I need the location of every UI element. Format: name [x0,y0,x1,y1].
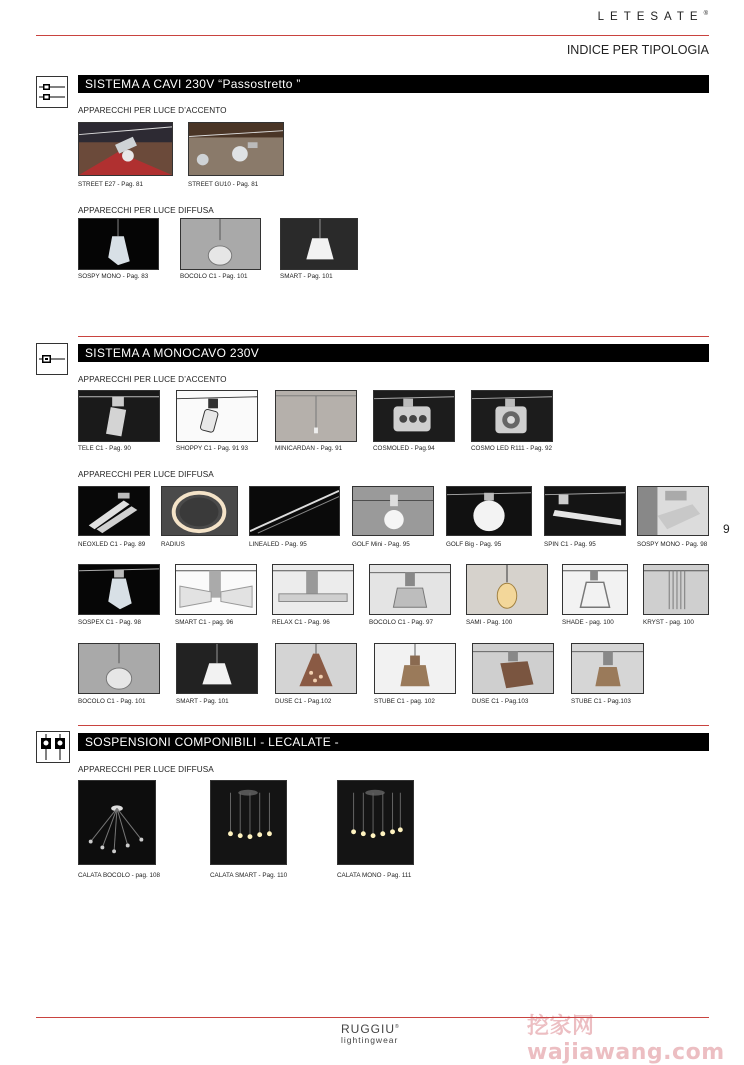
product-caption: LINEALED - Pag. 95 [249,541,307,548]
product-photo [275,643,357,694]
product-photo [78,218,159,270]
section-title-cavi: SISTEMA A CAVI 230V “Passostretto ” [78,75,709,93]
product-caption: CALATA BOCOLO - pag. 108 [78,872,161,879]
product-photo [643,564,709,615]
brand-logo: LETESATE® [597,11,708,23]
product-caption: DUSE C1 - Pag.102 [275,698,332,705]
section-title-sospensioni: SOSPENSIONI COMPONIBILI - LECALATE - [78,733,709,751]
ruggiu-logo: RUGGIU® lightingwear [341,1022,400,1045]
product-photo [176,643,258,694]
product-caption: DUSE C1 - Pag.103 [472,698,529,705]
pendant-plugs-icon [36,731,70,763]
monocable-icon [36,343,68,375]
product-photo [275,390,357,442]
product-photo [78,486,150,536]
product-caption: GOLF Mini - Pag. 95 [352,541,410,548]
product-caption: COSMO LED R111 - Pag. 92 [471,445,552,452]
product-caption: STUBE C1 - Pag.103 [571,698,631,705]
product-photo [175,564,257,615]
product-photo [472,643,554,694]
product-photo [78,643,160,694]
product-photo [78,390,160,442]
product-photo [272,564,354,615]
subheading-diffusa: APPARECCHI PER LUCE DIFFUSA [78,470,214,479]
section-rule [78,336,709,337]
product-photo [562,564,628,615]
product-photo [352,486,434,536]
product-caption: SPIN C1 - Pag. 95 [544,541,596,548]
product-photo [249,486,340,536]
section-rule [78,725,709,726]
product-caption: CALATA MONO - Pag. 111 [337,872,412,879]
product-caption: CALATA SMART - Pag. 110 [210,872,288,879]
product-photo [446,486,532,536]
product-photo [373,390,455,442]
product-caption: SAMI - Pag. 100 [466,619,513,626]
product-caption: SHADE - pag. 100 [562,619,614,626]
page-title: INDICE PER TIPOLOGIA [566,43,709,57]
product-caption: BOCOLO C1 - Pag. 101 [180,273,248,280]
product-caption: RADIUS [161,541,185,548]
product-caption: STREET E27 - Pag. 81 [78,181,143,188]
product-caption: SMART - Pag. 101 [280,273,333,280]
product-caption: STUBE C1 - pag. 102 [374,698,435,705]
product-caption: TELE C1 - Pag. 90 [78,445,131,452]
product-photo [471,390,553,442]
product-photo [280,218,358,270]
product-caption: SOSPY MONO - Pag. 98 [637,541,708,548]
product-caption: BOCOLO C1 - Pag. 101 [78,698,146,705]
product-photo [188,122,284,176]
product-photo [374,643,456,694]
product-caption: SHOPPY C1 - Pag. 91 93 [176,445,248,452]
product-caption: MINICARDAN - Pag. 91 [275,445,343,452]
page-number: 9 [723,522,730,536]
header-rule [36,35,709,36]
product-photo [210,780,287,865]
product-caption: NEOXLED C1 - Pag. 89 [78,541,146,548]
product-photo [571,643,644,694]
product-photo [161,486,238,536]
product-photo [544,486,626,536]
subheading-accento: APPARECCHI PER LUCE D’ACCENTO [78,375,227,384]
product-photo [637,486,709,536]
product-caption: BOCOLO C1 - Pag. 97 [369,619,434,626]
product-photo [78,122,173,176]
product-caption: SOSPY MONO - Pag. 83 [78,273,149,280]
product-photo [369,564,451,615]
product-photo [78,780,156,865]
subheading-diffusa: APPARECCHI PER LUCE DIFFUSA [78,765,214,774]
dual-cable-icon [36,76,68,108]
product-photo [78,564,160,615]
watermark: 挖家网 wajiawang.com [527,1014,725,1065]
section-title-monocavo: SISTEMA A MONOCAVO 230V [78,344,709,362]
product-caption: RELAX C1 - Pag. 96 [272,619,330,626]
product-caption: KRYST - pag. 100 [643,619,694,626]
subheading-accento: APPARECCHI PER LUCE D’ACCENTO [78,106,227,115]
product-caption: SOSPEX C1 - Pag. 98 [78,619,141,626]
product-caption: STREET GU10 - Pag. 81 [188,181,259,188]
product-caption: SMART C1 - pag. 96 [175,619,234,626]
product-photo [337,780,414,865]
subheading-diffusa: APPARECCHI PER LUCE DIFFUSA [78,206,214,215]
product-photo [466,564,548,615]
product-caption: SMART - Pag. 101 [176,698,229,705]
product-caption: COSMOLED - Pag.94 [373,445,435,452]
product-photo [176,390,258,442]
product-photo [180,218,261,270]
product-caption: GOLF Big - Pag. 95 [446,541,502,548]
